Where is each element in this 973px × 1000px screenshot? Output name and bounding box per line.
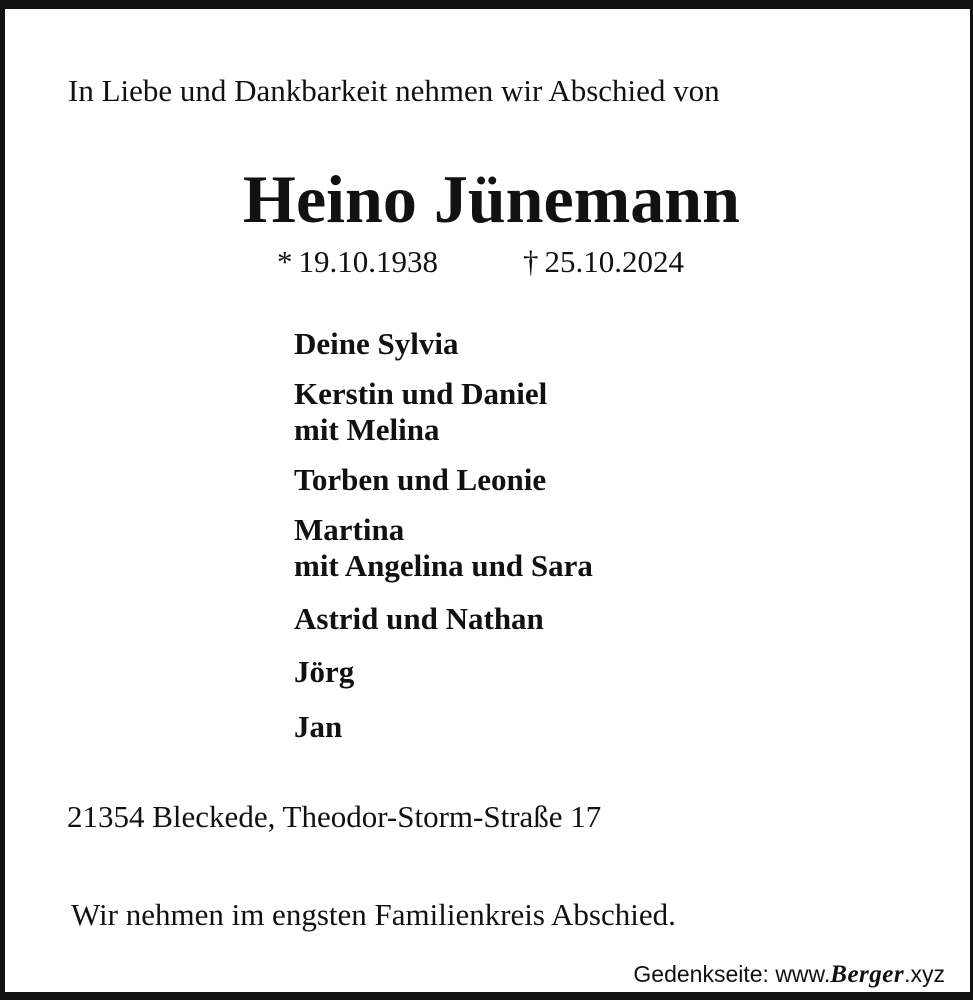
address: 21354 Bleckede, Theodor-Storm-Straße 17 [67,799,602,834]
footer-prefix: Gedenkseite: www. [633,961,831,987]
family-item [294,326,593,362]
deceased-name: Heino Jünemann [243,161,740,237]
family-item [294,512,593,584]
family-line: Jörg [294,654,355,689]
family-item [294,709,593,745]
family-list [294,326,593,745]
family-line: mit Melina [294,412,440,447]
family-line: Kerstin und Daniel [294,376,548,411]
birth-date-value: 19.10.1938 [298,244,438,279]
funeral-notice: Wir nehmen im engsten Familienkreis Abschied. [71,897,676,932]
birth-date [277,242,438,282]
footer-suffix: .xyz [904,961,945,987]
family-item [294,601,593,637]
family-line: Jan [294,709,343,744]
intro-text: In Liebe und Dankbarkeit nehmen wir Abschied von [68,73,720,108]
brand-logo: Berger [830,961,905,988]
family-line: Torben und Leonie [294,462,547,497]
family-item [294,376,593,448]
family-item [294,654,593,690]
family-line: Deine Sylvia [294,326,459,361]
family-line: Astrid und Nathan [294,601,544,636]
birth-star-icon: * [277,244,293,279]
family-line: Martina [294,512,405,547]
death-cross-icon: † [523,244,539,279]
family-line: mit Angelina und Sara [294,548,593,583]
family-item [294,462,593,498]
death-date [523,242,684,282]
death-date-value: 25.10.2024 [544,244,684,279]
memorial-page-link[interactable] [633,959,945,990]
